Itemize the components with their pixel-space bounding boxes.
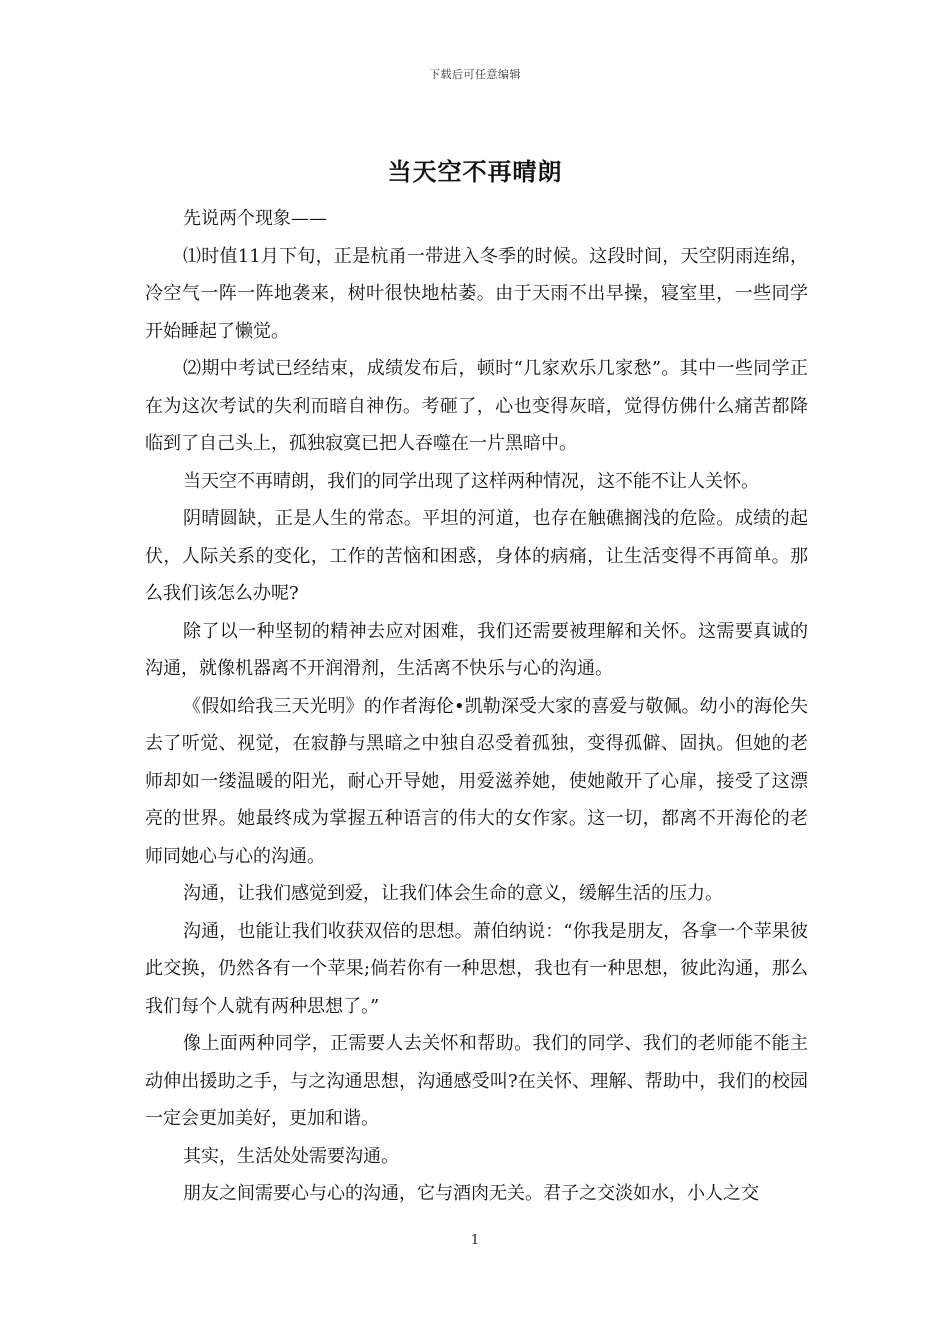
paragraph: 沟通，让我们感觉到爱，让我们体会生命的意义，缓解生活的压力。 bbox=[183, 883, 723, 904]
paragraph: 《假如给我三天光明》的作者海伦•凯勒深受大家的喜爱与敬佩。幼小的海伦失去了听觉、视觉，在寂静与黑暗之中独自忍受着孤独，变得孤僻、固执。但她的老师却如一缕温暖的阳光，耐心开导她，用爱滋养她，使她敞开了心扉，接受了这漂亮的世界。她最终成为掌握五种语言的伟大的女作家。这一切，都离不开海伦的老师同她心与心的沟通。 bbox=[145, 695, 808, 867]
paragraph: 沟通，也能让我们收获双倍的思想。萧伯纳说：“你我是朋友，各拿一个苹果彼此交换，仍然各有一个苹果;倘若你有一种思想，我也有一种思想，彼此沟通，那么我们每个人就有两种思想了。” bbox=[145, 920, 808, 1017]
paragraph: ⑴时值11月下旬，正是杭甬一带进入冬季的时候。这段时间，天空阴雨连绵，冷空气一阵一阵地袭来，树叶很快地枯萎。由于天雨不出早操，寝室里，一些同学开始睡起了懒觉。 bbox=[145, 245, 808, 342]
paragraph: 其实，生活处处需要沟通。 bbox=[183, 1145, 399, 1167]
paragraph: 朋友之间需要心与心的沟通，它与酒肉无关。君子之交淡如水，小人之交 bbox=[183, 1183, 759, 1204]
page-header: 下载后可任意编辑 bbox=[429, 68, 521, 81]
paragraph: 先说两个现象—— bbox=[183, 208, 327, 229]
paragraph: 除了以一种坚韧的精神去应对困难，我们还需要被理解和关怀。这需要真诚的沟通，就像机器离不开润滑剂，生活离不快乐与心的沟通。 bbox=[145, 620, 808, 679]
document-body bbox=[145, 200, 808, 1213]
paragraph: ⑵期中考试已经结束，成绩发布后，顿时“几家欢乐几家愁”。其中一些同学正在为这次考试的失利而暗自神伤。考砸了，心也变得灰暗，觉得仿佛什么痛苦都降临到了自己头上，孤独寂寞已把人吞噬在一片黑暗中。 bbox=[145, 358, 808, 454]
paragraph: 阴晴圆缺，正是人生的常态。平坦的河道，也存在触礁搁浅的危险。成绩的起伏，人际关系的变化，工作的苦恼和困惑，身体的病痛，让生活变得不再简单。那么我们该怎么办呢? bbox=[145, 508, 808, 604]
page-number: 1 bbox=[470, 1233, 480, 1248]
paragraph: 当天空不再晴朗，我们的同学出现了这样两种情况，这不能不让人关怀。 bbox=[183, 470, 759, 492]
paragraph: 像上面两种同学，正需要人去关怀和帮助。我们的同学、我们的老师能不能主动伸出援助之手，与之沟通思想，沟通感受叫?在关怀、理解、帮助中，我们的校园一定会更加美好，更加和谐。 bbox=[145, 1033, 808, 1129]
document-title: 当天空不再晴朗 bbox=[387, 157, 563, 186]
